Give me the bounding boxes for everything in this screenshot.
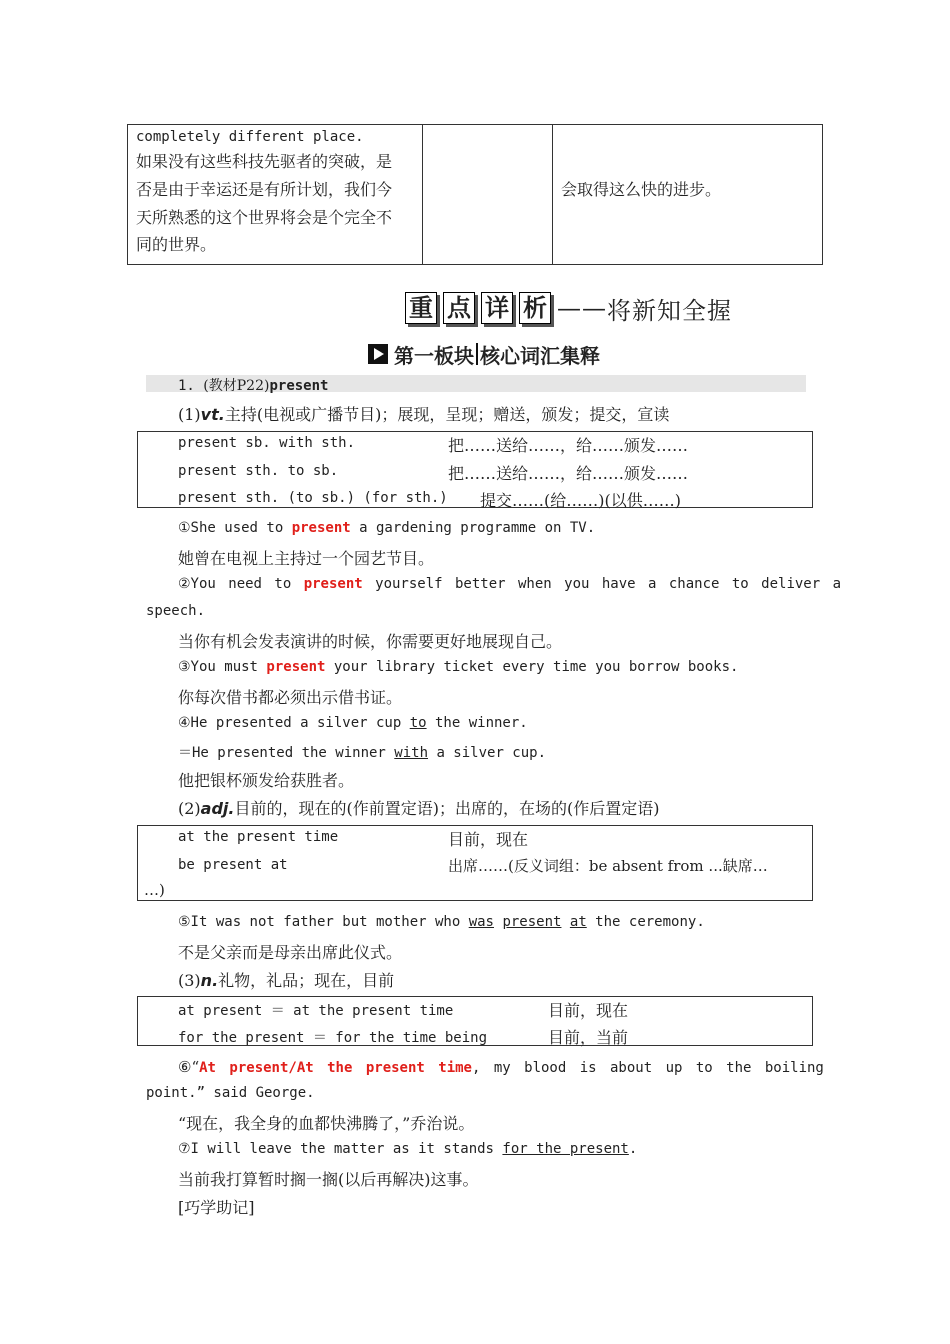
phrase-en: be present at	[178, 857, 288, 873]
example-translation: 当你有机会发表演讲的时候，你需要更好地展现自己。	[178, 632, 563, 651]
example-sentence	[178, 1058, 824, 1076]
example-text: a gardening programme on TV.	[350, 520, 596, 536]
example-text: a silver cup.	[428, 745, 547, 761]
section-part2: 核心词汇集释	[480, 343, 600, 368]
phrase-cn: 把……送给……，给……颁发……	[448, 464, 689, 483]
example-text: the ceremony.	[586, 914, 705, 930]
example-translation: 你每次借书都必须出示借书证。	[178, 688, 403, 707]
memo-label: [巧学助记]	[178, 1198, 255, 1217]
example-text: ①She used to	[178, 520, 292, 536]
table-line: 会取得这么快的进步。	[561, 180, 722, 199]
table-col-chinese	[553, 125, 822, 264]
phrase-en: present sth. (to sb.) (for sth.)	[178, 490, 448, 506]
example-text: , my blood is about up to the boiling	[472, 1060, 824, 1076]
heading-boxed-char: 析	[519, 292, 551, 324]
underlined-word: present	[502, 914, 562, 930]
highlight-word: present	[291, 520, 351, 536]
example-sentence-cont: speech.	[146, 603, 206, 619]
sense-num: (1)	[178, 405, 201, 424]
underlined-word: to	[409, 715, 427, 731]
table-col-english-chinese	[128, 125, 423, 264]
underlined-phrase: for the present	[502, 1141, 629, 1157]
example-text: ⑦I will leave the matter as it stands	[178, 1141, 503, 1157]
example-sentence	[178, 576, 841, 592]
phrase-en: present sb. with sth.	[178, 435, 356, 451]
sense-meaning: 礼物，礼品；现在，目前	[218, 971, 395, 990]
example-translation: 当前我打算暂时搁一搁(以后再解决)这事。	[178, 1170, 479, 1189]
heading-boxed-char: 点	[443, 292, 475, 324]
sense-meaning: 目前的，现在的(作前置定语)；出席的，在场的(作后置定语)	[234, 799, 660, 818]
item-number: 1.	[178, 378, 195, 394]
table-line: 同的世界。	[136, 235, 217, 254]
example-translation: 她曾在电视上主持过一个园艺节目。	[178, 549, 435, 568]
phrase-en: at present ＝ at the present time	[178, 1003, 454, 1019]
example-sentence	[178, 715, 528, 731]
table-line: completely different place.	[136, 129, 364, 145]
example-text: .	[628, 1141, 638, 1157]
underlined-word: was	[468, 914, 494, 930]
phrase-cn: 提交……(给……)(以供……)	[480, 491, 681, 510]
table-line: 天所熟悉的这个世界将会是个完全不	[136, 208, 393, 227]
table-col-empty	[423, 125, 553, 264]
phrase-cn: 目前，现在	[548, 1001, 629, 1020]
section-part1: 第一板块	[394, 343, 474, 368]
heading-subtitle: 将新知全握	[607, 296, 732, 325]
example-text: your library ticket every time you borrow books.	[325, 659, 739, 675]
table-line: 否是由于幸运还是有所计划，我们今	[136, 180, 393, 199]
example-text: ③You must	[178, 659, 267, 675]
highlight-word: present	[303, 576, 363, 592]
example-sentence-cont: point.” said George.	[146, 1085, 315, 1101]
example-text: yourself better when you have a chance to deliver a	[362, 576, 842, 592]
phrase-en: at the present time	[178, 829, 339, 845]
sense-pos: n.	[200, 971, 219, 990]
example-text: ⑤It was not father but mother who	[178, 914, 469, 930]
example-text: ⑥“	[178, 1058, 200, 1076]
underlined-word: at	[569, 914, 587, 930]
sense-num: (3)	[178, 971, 201, 990]
phrase-cn: 目前，现在	[448, 830, 529, 849]
example-translation: “现在，我全身的血都快沸腾了，”乔治说。	[178, 1114, 475, 1133]
sense-line	[178, 402, 669, 425]
item-word: present	[269, 378, 329, 394]
play-icon	[368, 344, 388, 364]
sense-line	[178, 796, 659, 819]
phrase-en: present sth. to sb.	[178, 463, 339, 479]
divider	[476, 343, 478, 365]
example-translation: 不是父亲而是母亲出席此仪式。	[178, 943, 403, 962]
sense-meaning: 主持(电视或广播节目)；展现，呈现；赠送，颁发；提交，宣读	[224, 405, 670, 424]
underlined-word: with	[394, 745, 429, 761]
sense-num: (2)	[178, 799, 201, 818]
section-heading	[405, 290, 732, 326]
heading-boxed-char: 重	[405, 292, 437, 324]
phrase-en: for the present ＝ for the time being	[178, 1030, 488, 1046]
phrase-cn: 出席……(反义词组：be absent from ...缺席…	[448, 857, 768, 875]
phrase-box	[137, 825, 813, 901]
sense-line	[178, 968, 394, 991]
phrase-cn-cont: …)	[144, 881, 165, 899]
example-sentence	[178, 914, 705, 930]
example-translation: 他把银杯颁发给获胜者。	[178, 771, 355, 790]
heading-dash: ——	[557, 294, 607, 322]
item-title	[178, 375, 328, 395]
phrase-cn: 目前，当前	[548, 1028, 629, 1047]
item-source: (教材P22)	[203, 378, 270, 394]
phrase-box	[137, 431, 813, 508]
phrase-box	[137, 996, 813, 1046]
example-sentence	[178, 1141, 637, 1157]
sense-pos: vt.	[200, 405, 225, 424]
table-line: 如果没有这些科技先驱者的突破，是	[136, 152, 393, 171]
example-text: the winner.	[426, 715, 528, 731]
example-text: ＝He presented the winner	[178, 745, 395, 761]
example-sentence	[178, 520, 595, 536]
example-text: ②You need to	[178, 576, 304, 592]
heading-boxed-char: 详	[481, 292, 513, 324]
section-tag	[368, 341, 600, 367]
example-sentence	[178, 659, 738, 675]
example-sentence	[178, 742, 546, 762]
phrase-cn: 把……送给……，给……颁发……	[448, 436, 689, 455]
sense-pos: adj.	[200, 799, 235, 818]
highlight-phrase: At present/At the present time	[199, 1060, 472, 1076]
example-text: ④He presented a silver cup	[178, 715, 410, 731]
highlight-word: present	[266, 659, 326, 675]
translation-table	[127, 124, 823, 265]
